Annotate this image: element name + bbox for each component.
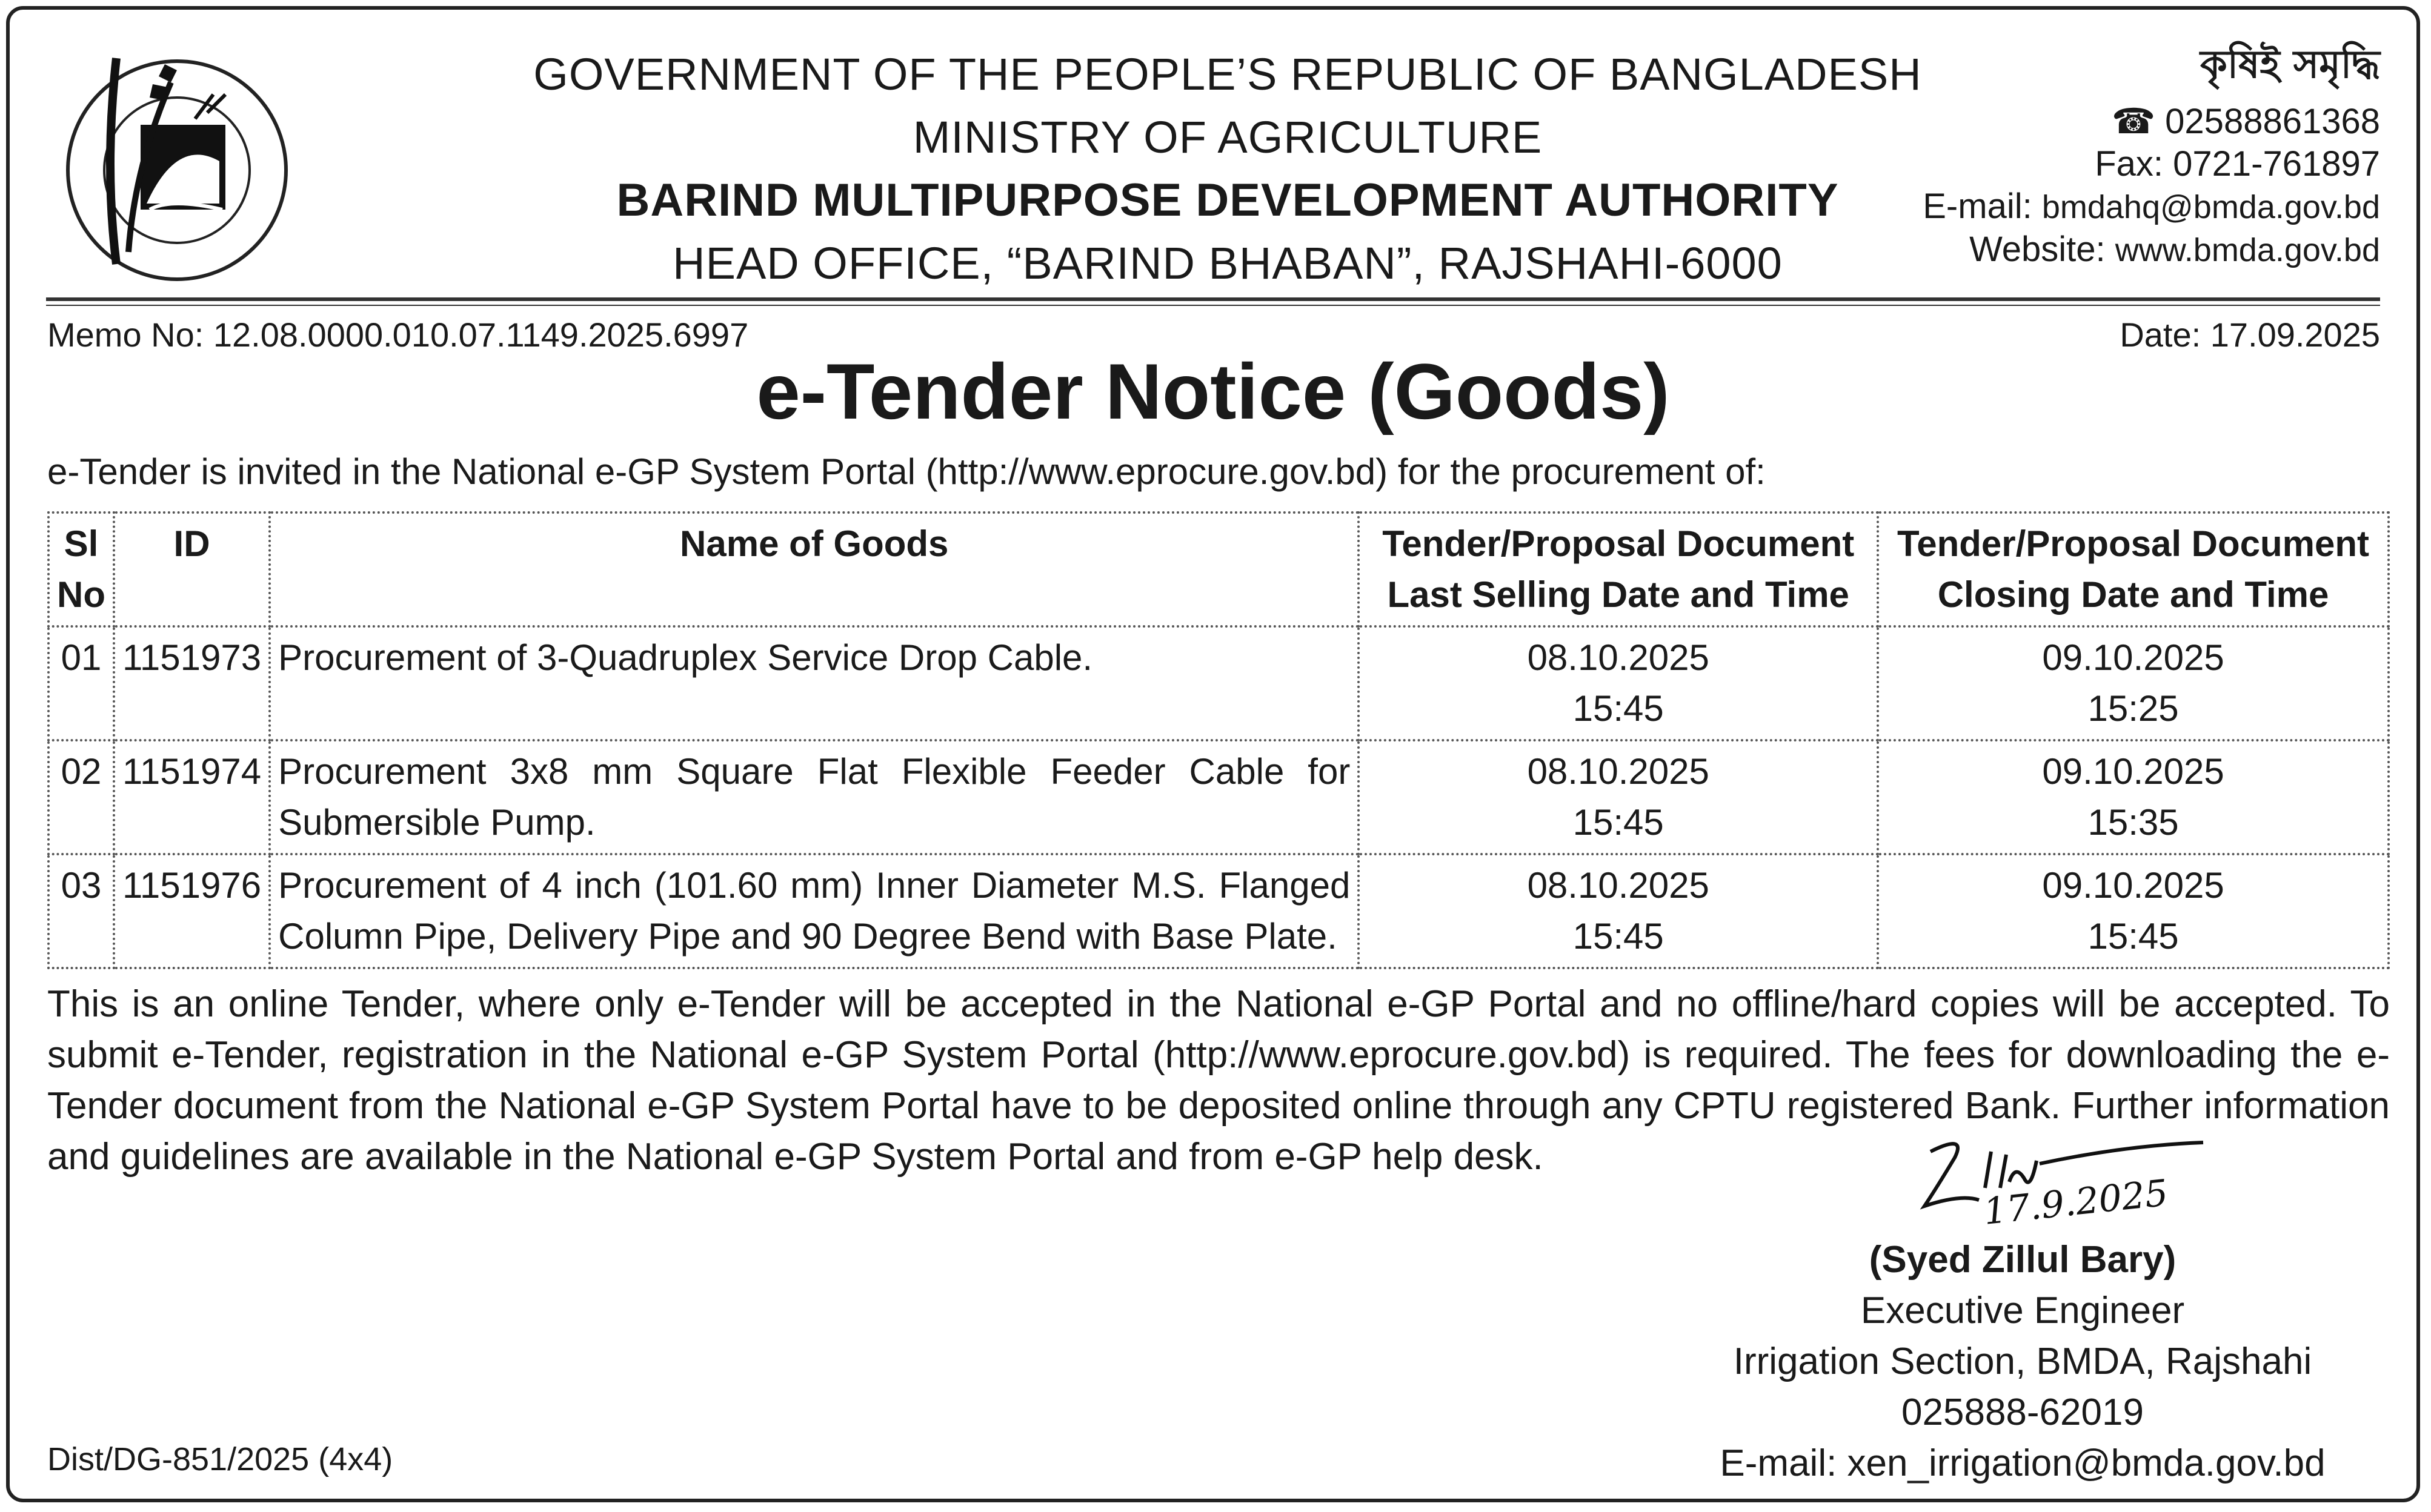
website-label: Website: (1969, 230, 2115, 269)
table-row (48, 740, 2389, 854)
signer-name: (Syed Zillul Bary) (1869, 1239, 2177, 1281)
signer-section: Irrigation Section, BMDA, Rajshahi (1733, 1341, 2312, 1382)
email-line (1923, 185, 2380, 228)
signer-phone: 025888-62019 (1901, 1391, 2144, 1433)
row-name: Procurement of 3-Quadruplex Service Drop Cable. (270, 626, 1359, 740)
ministry-name: MINISTRY OF AGRICULTURE (913, 112, 1543, 162)
office-address: HEAD OFFICE, “BARIND BHABAN”, RAJSHAHI-6000 (673, 238, 1783, 288)
col-id: ID (114, 512, 270, 626)
row-closing: 09.10.2025 15:45 (1878, 854, 2389, 968)
row-sl: 03 (48, 854, 114, 968)
row-selling: 08.10.2025 15:45 (1359, 740, 1878, 854)
memo-number: Memo No: 12.08.0000.010.07.1149.2025.6997 (47, 316, 749, 354)
email-link[interactable]: bmdahq@bmda.gov.bd (2041, 189, 2380, 225)
letterhead (458, 43, 1997, 295)
header-divider (46, 297, 2380, 301)
row-selling: 08.10.2025 15:45 (1359, 854, 1878, 968)
row-id: 1151973 (114, 626, 270, 740)
email-label: E-mail: (1923, 187, 2042, 226)
signature-date: 17.9.2025 (1981, 1172, 2170, 1233)
col-sl: Sl No (48, 512, 114, 626)
signer-block (1689, 1235, 2356, 1489)
table-row (48, 854, 2389, 968)
website-link[interactable]: www.bmda.gov.bd (2115, 232, 2380, 268)
row-closing: 09.10.2025 15:25 (1878, 626, 2389, 740)
distribution-code: Dist/DG-851/2025 (4x4) (47, 1441, 393, 1477)
fax-number: Fax: 0721-761897 (2095, 144, 2380, 184)
signer-email[interactable]: E-mail: xen_irrigation@bmda.gov.bd (1720, 1442, 2326, 1484)
row-id: 1151976 (114, 854, 270, 968)
table-header-row (48, 512, 2389, 626)
row-name: Procurement 3x8 mm Square Flat Flexible Feeder Cable for Submersible Pump. (270, 740, 1359, 854)
col-closing: Tender/Proposal Document Closing Date and Time (1878, 512, 2389, 626)
row-sl: 01 (48, 626, 114, 740)
signature (1912, 1133, 2227, 1242)
row-closing: 09.10.2025 15:35 (1878, 740, 2389, 854)
signer-designation: Executive Engineer (1860, 1290, 2185, 1331)
row-name: Procurement of 4 inch (101.60 mm) Inner Diameter M.S. Flanged Column Pipe, Delivery Pipe and 90 Degree Bend with Base Plate. (270, 854, 1359, 968)
contact-block (1923, 44, 2380, 271)
col-name: Name of Goods (270, 512, 1359, 626)
phone-number: ☎ 02588861368 (2111, 102, 2380, 141)
row-sl: 02 (48, 740, 114, 854)
intro-text: e-Tender is invited in the National e-GP System Portal (http://www.eprocure.gov.bd) for the procurement of: (47, 451, 1766, 492)
website-line (1923, 228, 2380, 271)
motto: কৃষিই সমৃদ্ধি (2200, 42, 2380, 87)
notice-date: Date: 17.09.2025 (2120, 316, 2380, 354)
authority-name: BARIND MULTIPURPOSE DEVELOPMENT AUTHORITY (616, 174, 1839, 226)
notice-frame (6, 6, 2420, 1502)
government-name: GOVERNMENT OF THE PEOPLE’S REPUBLIC OF BANGLADESH (533, 49, 1922, 99)
table-row (48, 626, 2389, 740)
bmda-logo (50, 46, 304, 288)
instructions-paragraph: This is an online Tender, where only e-Tender will be accepted in the National e-GP Portal and no offline/hard copies will be accepted. To submit e-Tender, registration in the National e-GP System Portal (http://www.eprocure.gov.bd) is required. The fees for downloading the e-Tender document from the National e-GP System Portal have to be deposited online through any CPTU registered Bank. Further information and guidelines are available in the National e-GP System Portal and from e-GP help desk. (47, 983, 2390, 1178)
notice-title: e-Tender Notice (Goods) (756, 347, 1670, 436)
header-divider-thin (46, 305, 2380, 306)
row-id: 1151974 (114, 740, 270, 854)
row-selling: 08.10.2025 15:45 (1359, 626, 1878, 740)
col-selling: Tender/Proposal Document Last Selling Date and Time (1359, 512, 1878, 626)
tender-table (47, 511, 2390, 969)
